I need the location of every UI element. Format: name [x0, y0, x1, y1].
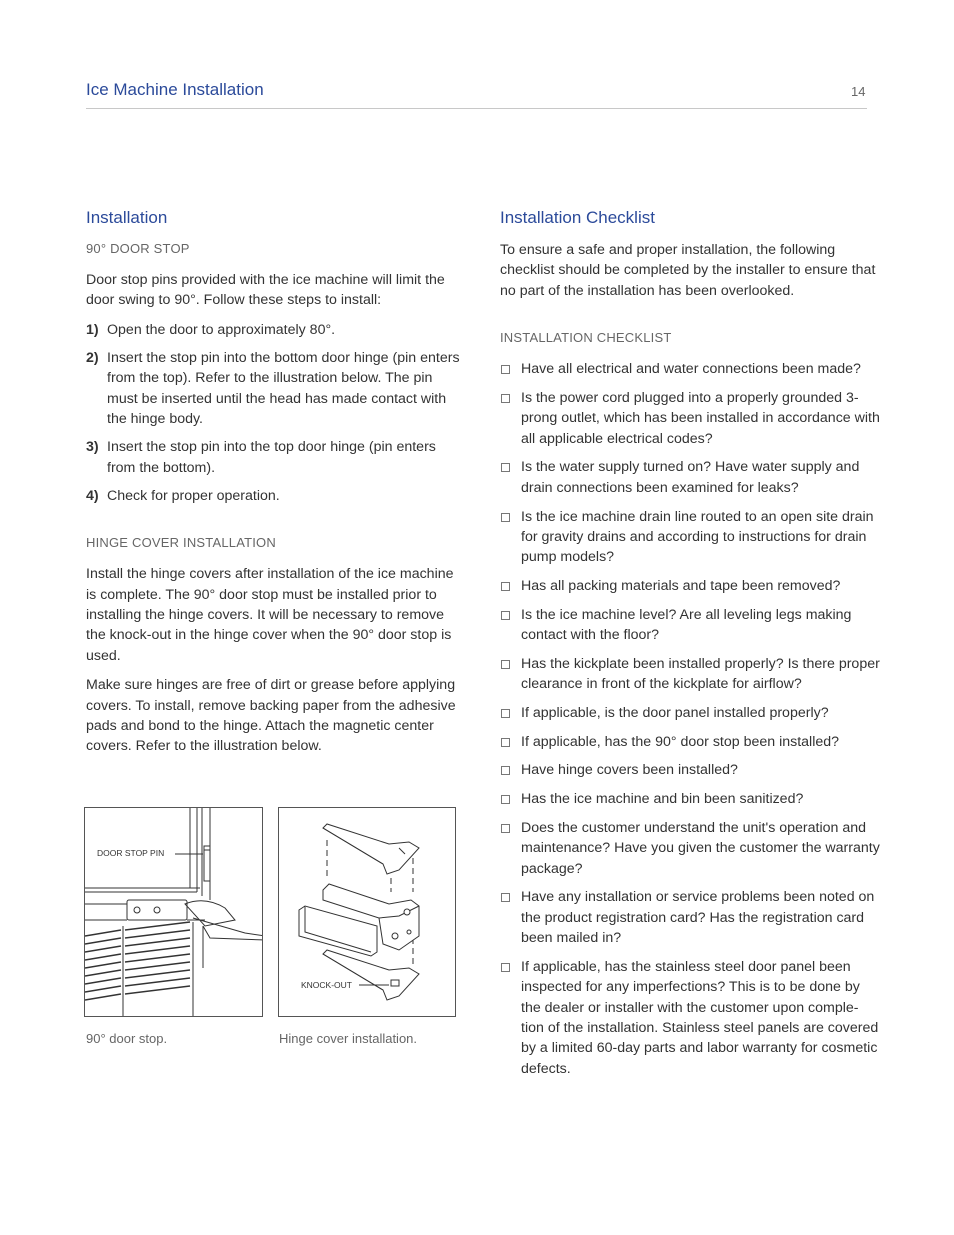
checklist-item [500, 654, 880, 695]
page-number: 14 [851, 84, 866, 99]
door-stop-pin-label: DOOR STOP PIN [97, 848, 165, 858]
checklist-item-text: Has all packing materials and tape been removed? [521, 578, 841, 595]
checklist-item-text: Has the kickplate been installed properly? Is there proper clearance in front of the kickplate for airflow? [521, 655, 880, 693]
checkbox-icon[interactable] [501, 365, 510, 374]
checklist-item-text: Have hinge covers been installed? [521, 762, 738, 779]
door-stop-subheading: 90° DOOR STOP [86, 241, 190, 256]
checkbox-icon[interactable] [501, 394, 510, 403]
installation-section [86, 207, 466, 766]
checkbox-icon[interactable] [501, 963, 510, 972]
door-stop-intro: Door stop pins provided with the ice machine will limit the door swing to 90°. Follow these steps to install: [86, 272, 445, 309]
step-text: Insert the stop pin into the bottom door hinge (pin enters from the top). Refer to the illustration below. The pin must be inserted until the head has made contact with the hinge body. [107, 350, 460, 427]
checkbox-icon[interactable] [501, 660, 510, 669]
checklist-item [500, 818, 880, 879]
door-stop-caption: 90° door stop. [86, 1031, 168, 1046]
step-text: Insert the stop pin into the top door hinge (pin enters from the bottom). [107, 439, 436, 476]
step-text: Check for proper operation. [107, 487, 280, 504]
hinge-cover-paragraph-2: Make sure hinges are free of dirt or grease before applying covers. To install, remove backing paper from the adhesive pads and bond to the hinge. Attach the magnetic center covers. Refer to the illustration below. [86, 677, 456, 755]
checklist [500, 359, 880, 1079]
checklist-section [500, 207, 880, 1088]
step-number: 4) [86, 487, 99, 504]
checkbox-icon[interactable] [501, 611, 510, 620]
checklist-item-text: Is the ice machine level? Are all leveling legs making contact with the floor? [521, 606, 852, 644]
checklist-item-text: If applicable, has the 90° door stop been installed? [521, 733, 840, 750]
checklist-item [500, 957, 880, 1079]
checklist-item [500, 576, 880, 596]
checklist-item [500, 732, 880, 752]
checklist-item-text: Have all electrical and water connections been made? [521, 361, 861, 378]
header-divider [86, 108, 867, 109]
checklist-item [500, 507, 880, 568]
hinge-cover-caption: Hinge cover installation. [279, 1031, 418, 1046]
checklist-item [500, 388, 880, 449]
checkbox-icon[interactable] [501, 513, 510, 522]
step-item [86, 486, 466, 506]
checklist-item-text: Is the ice machine drain line routed to an open site drain for gravity drains and according to instructions for drain pump models? [521, 508, 874, 566]
step-item [86, 437, 466, 478]
checklist-item-text: If applicable, has the stainless steel door panel been inspected for any imperfections? This is to be done by the dealer or installer with the customer upon comple-tion of the installation. Stainless steel panels are covered by a limited 60-day parts and labor warranty for cosmetic defects. [521, 958, 879, 1077]
checkbox-icon[interactable] [501, 709, 510, 718]
checklist-item [500, 789, 880, 809]
checkbox-icon[interactable] [501, 824, 510, 833]
step-number: 3) [86, 439, 99, 456]
hinge-cover-paragraph-1: Install the hinge covers after installation of the ice machine is complete. The 90° door stop must be installed prior to installing the hinge covers. It will be necessary to remove the knock-out in the hinge cover when the 90° door stop is used. [86, 566, 454, 664]
checklist-item [500, 359, 880, 379]
checklist-intro: To ensure a safe and proper installation, the following checklist should be completed by the installer to ensure that no part of the installation has been overlooked. [500, 242, 876, 299]
checklist-item-text: Is the power cord plugged into a properly grounded 3-prong outlet, which has been installed in accordance with all applicable electrical codes? [521, 389, 880, 447]
step-text: Open the door to approximately 80°. [107, 321, 336, 338]
checkbox-icon[interactable] [501, 893, 510, 902]
checklist-item [500, 605, 880, 646]
checklist-subheading: INSTALLATION CHECKLIST [500, 330, 672, 346]
checklist-item-text: Does the customer understand the unit's operation and maintenance? Have you given the customer the warranty package? [521, 819, 880, 877]
checklist-item-text: Is the water supply turned on? Have water supply and drain connections been examined for leaks? [521, 459, 860, 496]
checkbox-icon[interactable] [501, 766, 510, 775]
checklist-item [500, 760, 880, 780]
checklist-heading: Installation Checklist [500, 208, 655, 227]
door-stop-illustration [84, 807, 263, 1017]
hinge-cover-subheading: HINGE COVER INSTALLATION [86, 535, 276, 551]
step-item [86, 320, 466, 340]
checklist-item-text: Have any installation or service problems been noted on the product registration card? Has the registration card been mailed in? [521, 889, 875, 947]
step-number: 2) [86, 350, 99, 367]
checklist-item [500, 703, 880, 723]
page-header-title: Ice Machine Installation [86, 80, 264, 99]
door-stop-steps [86, 320, 466, 506]
installation-heading: Installation [86, 208, 168, 227]
step-number: 1) [86, 321, 99, 338]
hinge-cover-illustration [278, 807, 456, 1017]
checkbox-icon[interactable] [501, 795, 510, 804]
checklist-item-text: Has the ice machine and bin been sanitized? [521, 791, 804, 808]
checklist-item [500, 887, 880, 948]
checkbox-icon[interactable] [501, 582, 510, 591]
checklist-item-text: If applicable, is the door panel installed properly? [521, 704, 829, 721]
checklist-item [500, 457, 880, 498]
step-item [86, 348, 466, 429]
knock-out-label: KNOCK-OUT [301, 980, 352, 990]
checkbox-icon[interactable] [501, 463, 510, 472]
checkbox-icon[interactable] [501, 738, 510, 747]
